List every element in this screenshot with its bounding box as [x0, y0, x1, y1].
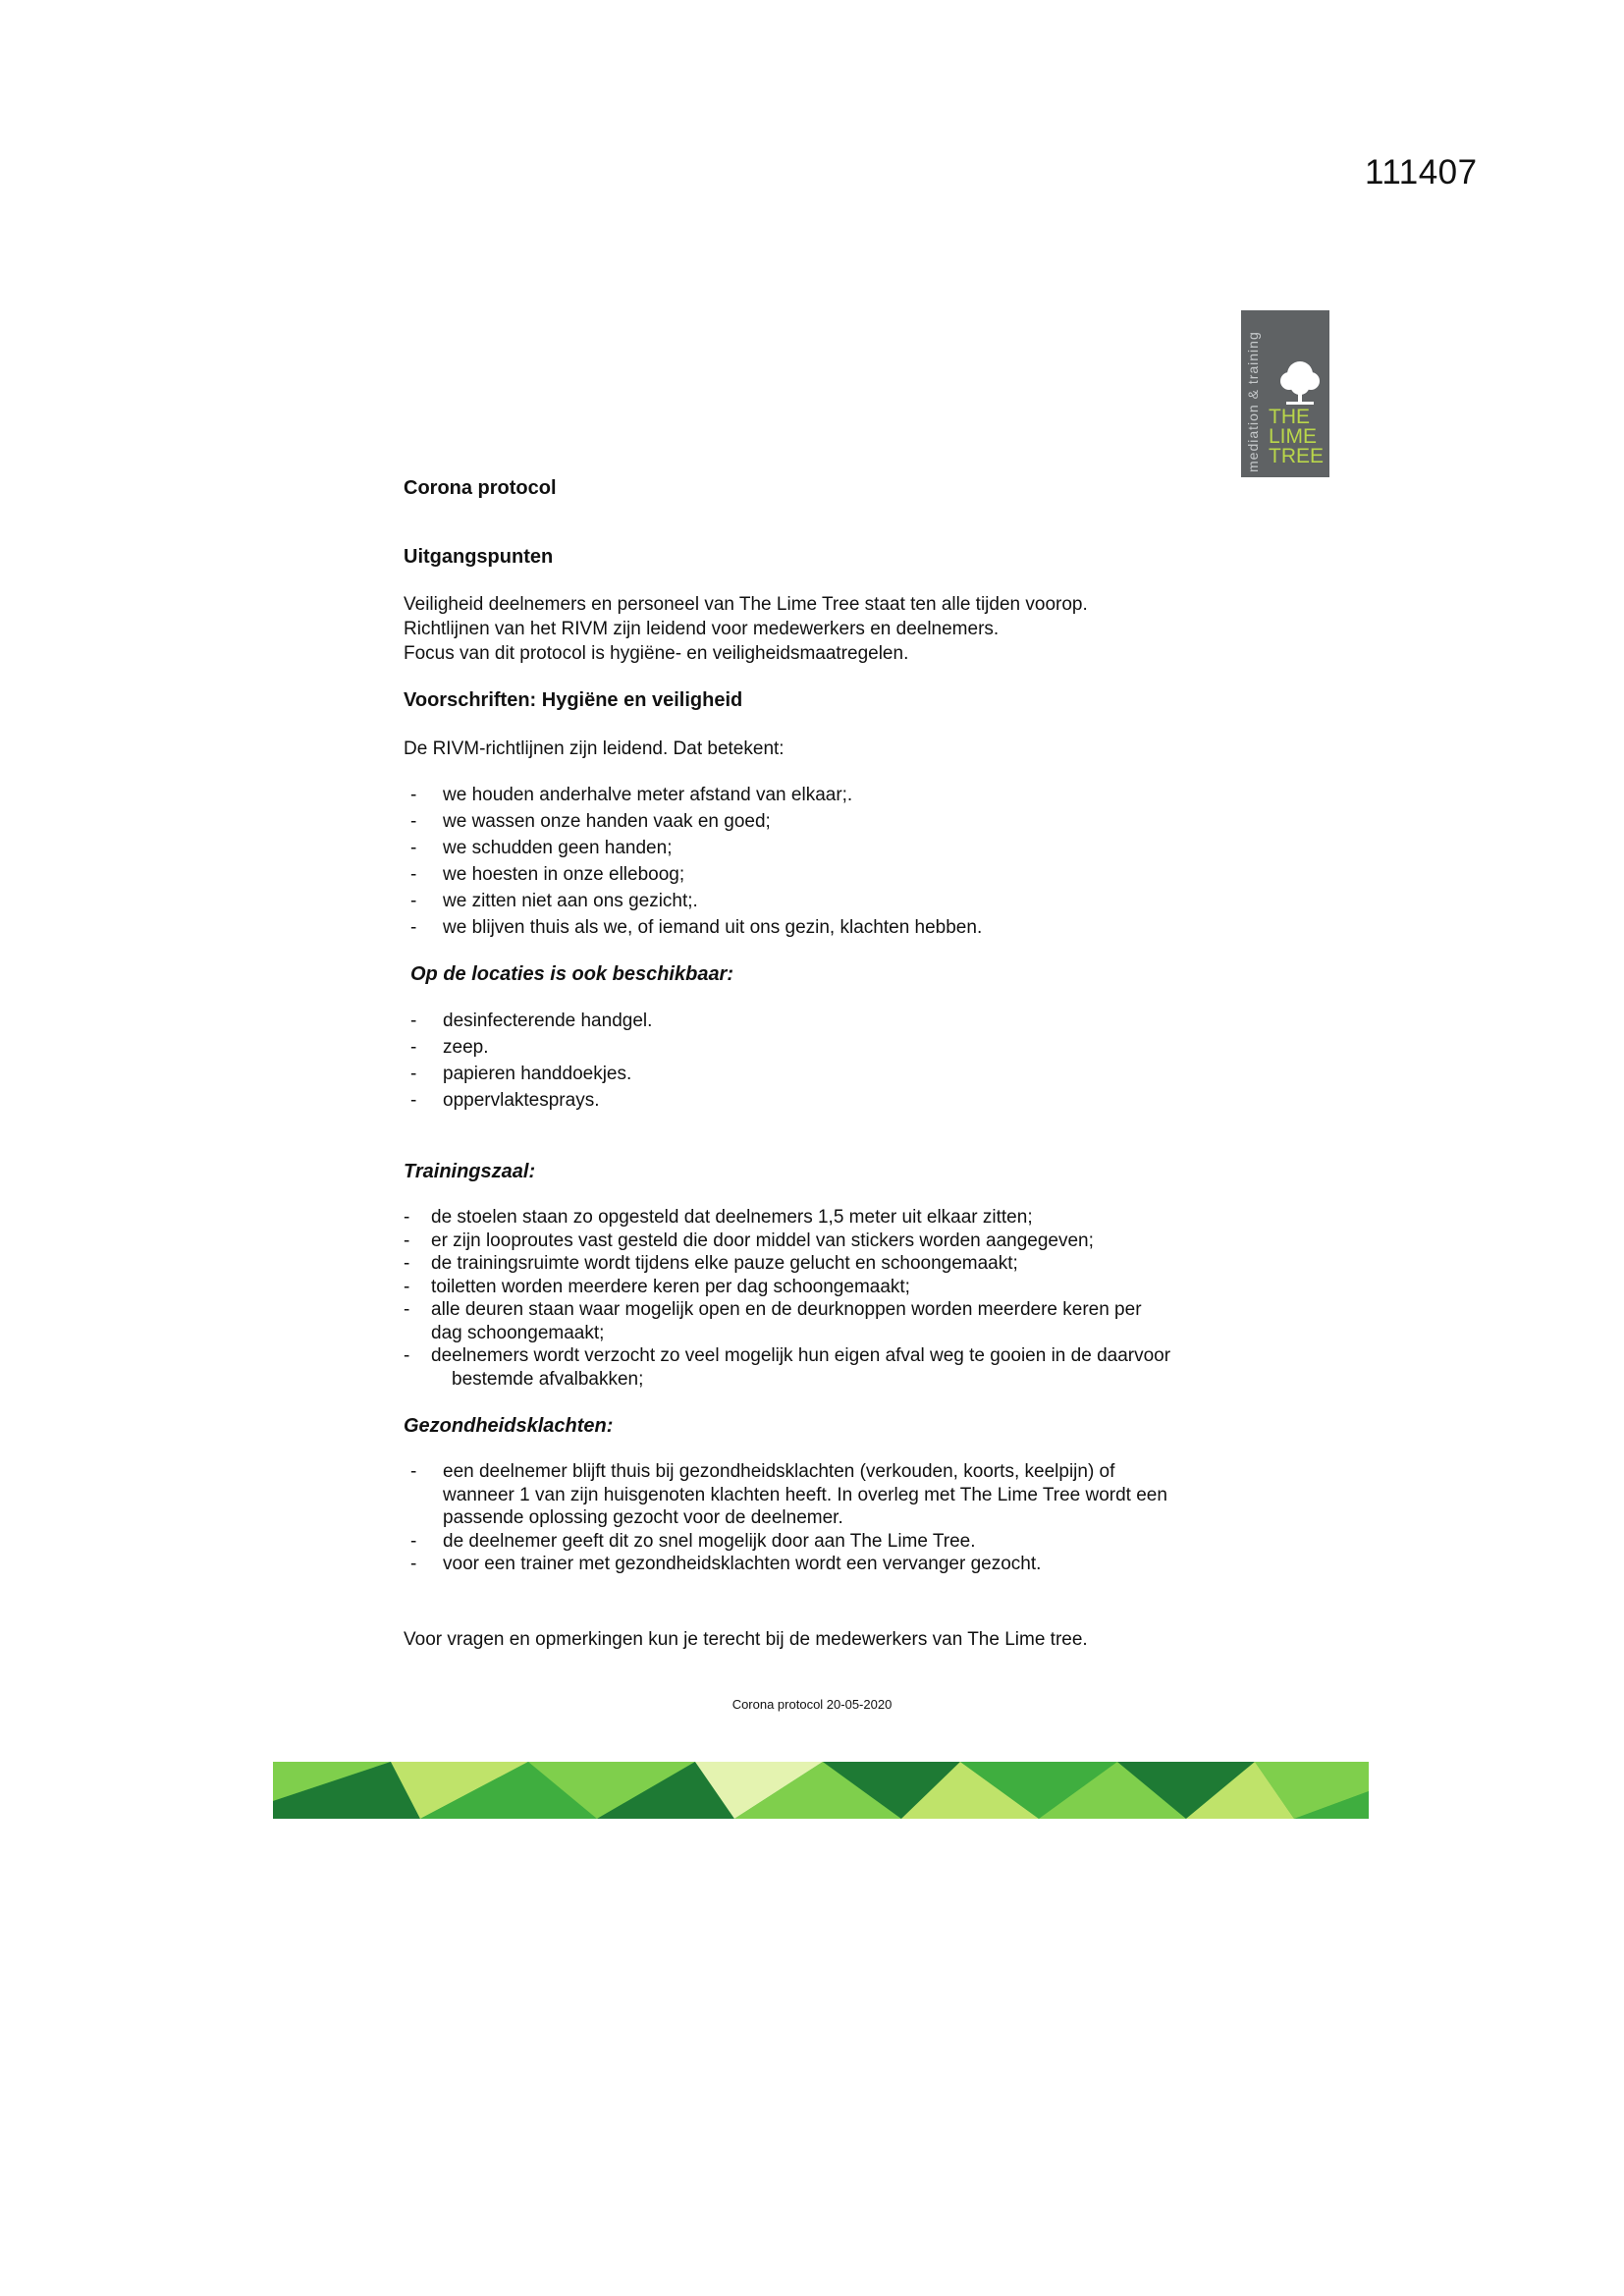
document-title: Corona protocol: [404, 477, 557, 499]
list-item-line: alle deuren staan waar mogelijk open en de deurknoppen worden meerdere keren per: [431, 1299, 1142, 1320]
dash-marker: -: [410, 1554, 417, 1574]
list-item: [404, 1230, 1268, 1253]
logo-word: THE: [1269, 406, 1310, 428]
list-item-line: een deelnemer blijft thuis bij gezondheidsklachten (verkouden, koorts, keelpijn) of: [443, 1461, 1115, 1482]
voorschriften-list: [404, 782, 1268, 941]
dash-marker: -: [410, 1461, 417, 1482]
list-item: [404, 861, 1268, 888]
dash-marker: -: [404, 1230, 410, 1251]
list-item-line: passende oplossing gezocht voor de deelnemer.: [443, 1507, 843, 1528]
dash-marker: -: [410, 1064, 417, 1084]
list-item-text: papieren handdoekjes.: [443, 1064, 632, 1084]
list-item-text: desinfecterende handgel.: [443, 1011, 653, 1031]
list-item: [404, 1460, 1268, 1530]
list-item: [404, 1034, 1268, 1061]
gezondheid-list: [404, 1460, 1268, 1576]
dash-marker: -: [404, 1253, 410, 1274]
paragraph-line: Richtlijnen van het RIVM zijn leidend voor medewerkers en deelnemers.: [404, 619, 1000, 639]
dash-marker: -: [410, 864, 417, 885]
paragraph-line: Veiligheid deelnemers en personeel van The Lime Tree staat ten alle tijden voorop.: [404, 594, 1088, 615]
green-banner: [273, 1762, 1369, 1819]
heading-voorschriften: Voorschriften: Hygiëne en veiligheid: [404, 689, 743, 711]
footer-caption: Corona protocol 20-05-2020: [731, 1697, 893, 1712]
dash-marker: -: [410, 917, 417, 938]
list-item-text: zeep.: [443, 1037, 489, 1058]
list-item-text: we zitten niet aan ons gezicht;.: [443, 891, 698, 911]
list-item: [404, 835, 1268, 861]
list-item: [404, 1530, 1268, 1554]
list-item-line: de stoelen staan zo opgesteld dat deelnemers 1,5 meter uit elkaar zitten;: [431, 1207, 1033, 1228]
list-item: [404, 1008, 1268, 1034]
list-item-line: bestemde afvalbakken;: [452, 1368, 644, 1390]
closing-remark: Voor vragen en opmerkingen kun je terecht bij de medewerkers van The Lime tree.: [404, 1629, 1088, 1650]
beschikbaar-list: [404, 1008, 1268, 1114]
list-item: [404, 1553, 1268, 1576]
list-item-line: deelnemers wordt verzocht zo veel mogelijk hun eigen afval weg te gooien in de daarvoor: [431, 1345, 1171, 1366]
list-item-text: oppervlaktesprays.: [443, 1090, 600, 1111]
list-item: [404, 1252, 1268, 1276]
list-item: [404, 1344, 1268, 1391]
dash-marker: -: [404, 1276, 410, 1297]
list-item: [404, 1206, 1268, 1230]
dash-marker: -: [404, 1207, 410, 1228]
list-item-line: er zijn looproutes vast gesteld die door middel van stickers worden aangegeven;: [431, 1230, 1094, 1251]
tree-icon: [1277, 357, 1323, 407]
dash-marker: -: [410, 785, 417, 805]
list-item-line: wanneer 1 van zijn huisgenoten klachten heeft. In overleg met The Lime Tree wordt een: [443, 1484, 1167, 1505]
list-item-text: we blijven thuis als we, of iemand uit ons gezin, klachten hebben.: [443, 917, 983, 938]
lime-tree-logo: [1241, 310, 1329, 477]
dash-marker: -: [410, 891, 417, 911]
dash-marker: -: [410, 1090, 417, 1111]
list-item: [404, 1276, 1268, 1299]
list-item: [404, 808, 1268, 835]
dash-marker: -: [404, 1345, 410, 1366]
dash-marker: -: [404, 1299, 410, 1320]
list-item: [404, 1087, 1268, 1114]
document-number: 111407: [1365, 153, 1478, 191]
dash-marker: -: [410, 1011, 417, 1031]
logo-word: LIME: [1269, 425, 1318, 448]
list-item: [404, 1061, 1268, 1087]
logo-wordmark: [1269, 408, 1324, 466]
list-item-line: voor een trainer met gezondheidsklachten wordt een vervanger gezocht.: [443, 1554, 1042, 1574]
list-item: [404, 782, 1268, 808]
list-item: [404, 1298, 1268, 1344]
list-item-line: de deelnemer geeft dit zo snel mogelijk door aan The Lime Tree.: [443, 1530, 976, 1552]
list-item-text: we houden anderhalve meter afstand van elkaar;.: [443, 785, 853, 805]
trainingszaal-list: [404, 1206, 1268, 1391]
list-item-line: de trainingsruimte wordt tijdens elke pauze gelucht en schoongemaakt;: [431, 1253, 1018, 1274]
list-item: [404, 888, 1268, 914]
heading-trainingszaal: Trainingszaal:: [404, 1161, 536, 1182]
dash-marker: -: [410, 1037, 417, 1058]
list-item-line: toiletten worden meerdere keren per dag schoongemaakt;: [431, 1276, 910, 1297]
dash-marker: -: [410, 811, 417, 832]
dash-marker: -: [410, 838, 417, 858]
voorschriften-intro: De RIVM-richtlijnen zijn leidend. Dat betekent:: [404, 738, 785, 759]
logo-word: TREE: [1269, 445, 1325, 467]
list-item-text: we hoesten in onze elleboog;: [443, 864, 685, 885]
heading-gezondheid: Gezondheidsklachten:: [404, 1415, 614, 1437]
list-item: [404, 914, 1268, 941]
list-item-text: we wassen onze handen vaak en goed;: [443, 811, 771, 832]
dash-marker: -: [410, 1530, 417, 1552]
paragraph-line: Focus van dit protocol is hygiëne- en veiligheidsmaatregelen.: [404, 643, 909, 664]
heading-uitgangspunten: Uitgangspunten: [404, 546, 554, 568]
heading-beschikbaar: Op de locaties is ook beschikbaar:: [410, 963, 734, 985]
logo-tagline: mediation & training: [1245, 331, 1261, 472]
list-item-line: dag schoongemaakt;: [431, 1322, 605, 1343]
list-item-text: we schudden geen handen;: [443, 838, 673, 858]
